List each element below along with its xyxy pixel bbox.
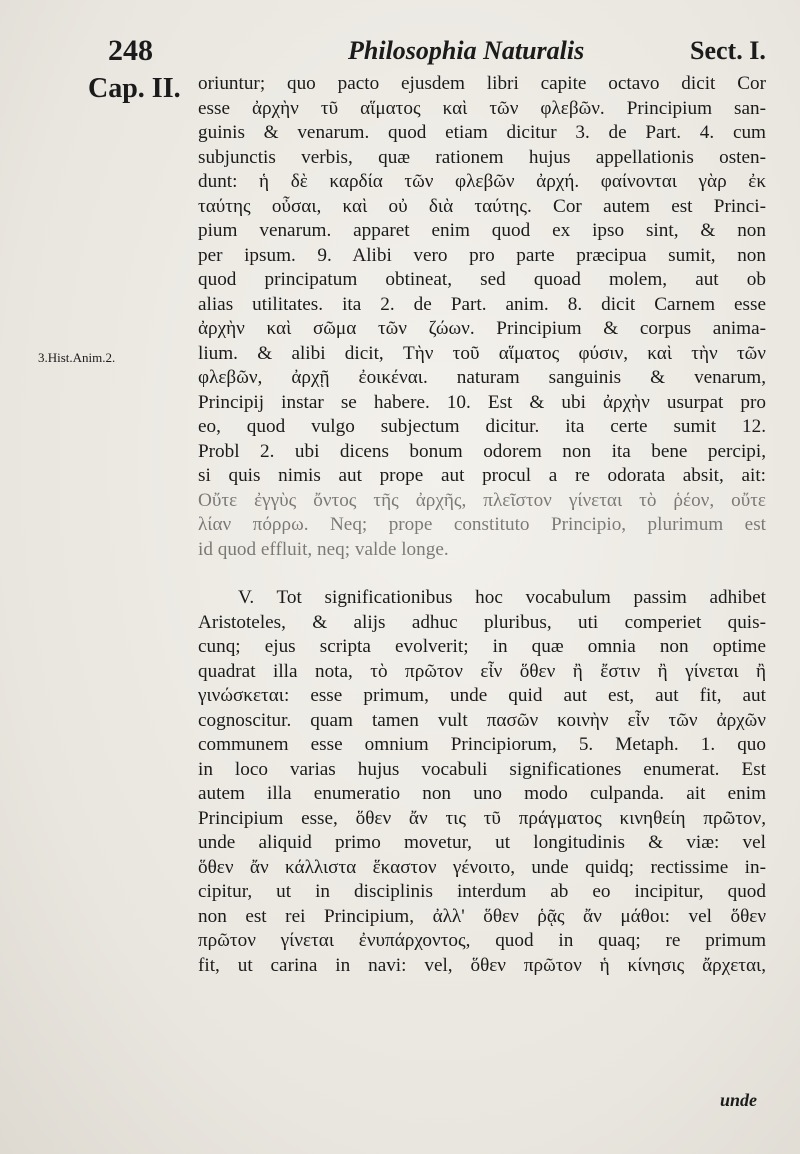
text-line: Probl 2. ubi dicens bonum odorem non ita bene percipi,: [198, 440, 766, 462]
margin-note: 3.Hist.Anim.2.: [38, 350, 116, 365]
text-line: in loco varias hujus vocabuli significationes enumerat. Est: [198, 758, 766, 780]
chapter-label: Cap. II.: [88, 73, 181, 104]
text-line: cunq; ejus scripta evolverit; in quæ omnia non optime: [198, 636, 766, 657]
text-line: Principium esse, ὅθεν ἄν τις τῦ πράγματος κινηθείη πρῶτον,: [198, 807, 766, 829]
running-header: [0, 34, 800, 74]
text-line: lium. & alibi dicit, Τὴν τοῦ αἵματος φύσιν, καὶ τὴν τῶν: [198, 342, 766, 364]
text-line: alias utilitates. ita 2. de Part. anim. 8. dicit Carnem esse: [198, 293, 766, 315]
text-line: quadrat illa nota, τὸ πρῶτον εἶν ὅθεν ἢ ἔστιν ἢ γίνεται ἢ: [198, 660, 766, 682]
text-line: pium venarum. apparet enim quod ex ipso sint, & non: [198, 220, 766, 241]
text-line: cipitur, ut in disciplinis interdum ab eo incipitur, quod: [198, 881, 766, 902]
text-line: ταύτης οὖσαι, καὶ οὐ διὰ ταύτης. Cor autem est Princi-: [198, 195, 766, 217]
text-line: Aristoteles, & alijs adhuc pluribus, uti comperiet quis-: [198, 611, 766, 633]
text-line: πρῶτον γίνεται ἐνυπάρχοντος, quod in quaq; re primum: [198, 930, 766, 951]
text-line: unde aliquid primo movetur, ut longitudinis & viæ: vel: [198, 832, 766, 853]
text-line: Οὔτε ἐγγὺς ὄντος τῆς ἀρχῆς, πλεῖστον γίνεται τὸ ῥέον, οὔτε: [198, 489, 766, 511]
text-line: dunt: ἡ δὲ καρδία τῶν φλεβῶν ἀρχή. φαίνονται γὰρ ἐκ: [198, 171, 766, 192]
paragraph-gap: [198, 562, 766, 586]
text-line: λίαν πόρρω. Neq; prope constituto Principio, plurimum est: [198, 514, 766, 535]
text-line: γινώσκεται: esse primum, unde quid aut est, aut fit, aut: [198, 685, 766, 706]
catchword: unde: [720, 1090, 758, 1110]
text-line: quod principatum obtineat, sed quoad molem, aut ob: [198, 269, 766, 290]
text-line: oriuntur; quo pacto ejusdem libri capite octavo dicit Cor: [198, 73, 766, 94]
text-line: autem illa enumeratio non uno modo culpanda. ait enim: [198, 783, 766, 804]
text-line: cognoscitur. quam tamen vult πασῶν κοινὴν εἶν τῶν ἀρχῶν: [198, 709, 766, 731]
text-line: id quod effluit, neq; valde longe.: [198, 538, 449, 560]
text-line: communem esse omnium Principiorum, 5. Metaph. 1. quo: [198, 734, 766, 755]
text-line: ὅθεν ἄν κάλλιστα ἕκαστον γένοιτο, unde quidq; rectissime in-: [198, 856, 766, 878]
text-line: ἀρχὴν καὶ σῶμα τῶν ζώων. Principium & corpus anima-: [198, 318, 766, 339]
text-line: φλεβῶν, ἀρχῇ ἐοικέναι. naturam sanguinis & venarum,: [198, 367, 766, 388]
text-line: fit, ut carina in navi: vel, ὅθεν πρῶτον ἡ κίνησις ἄρχεται,: [198, 954, 766, 976]
text-line: subjunctis verbis, quæ rationem hujus appellationis osten-: [198, 146, 766, 168]
page-number: 248: [108, 34, 153, 67]
section-label: Sect. I.: [690, 36, 766, 65]
text-line: per ipsum. 9. Alibi vero pro parte præcipua sumit, non: [198, 244, 766, 266]
body-text: [198, 72, 766, 978]
running-title: Philosophia Naturalis: [348, 36, 585, 65]
text-line: Principij instar se habere. 10. Est & ubi ἀρχὴν usurpat pro: [198, 391, 766, 413]
text-line: eo, quod vulgo subjectum dicitur. ita certe sumit 12.: [198, 416, 766, 437]
text-line: esse ἀρχὴν τῦ αἵματος καὶ τῶν φλεβῶν. Principium san-: [198, 97, 766, 119]
text-line: V. Tot significationibus hoc vocabulum passim adhibet: [238, 587, 766, 608]
text-line: si quis nimis aut prope aut procul a re odorata absit, ait:: [198, 465, 766, 486]
text-line: guinis & venarum. quod etiam dicitur 3. de Part. 4. cum: [198, 122, 766, 143]
text-line: non est rei Principium, ἀλλ' ὅθεν ῥᾷς ἄν μάθοι: vel ὅθεν: [198, 905, 766, 927]
